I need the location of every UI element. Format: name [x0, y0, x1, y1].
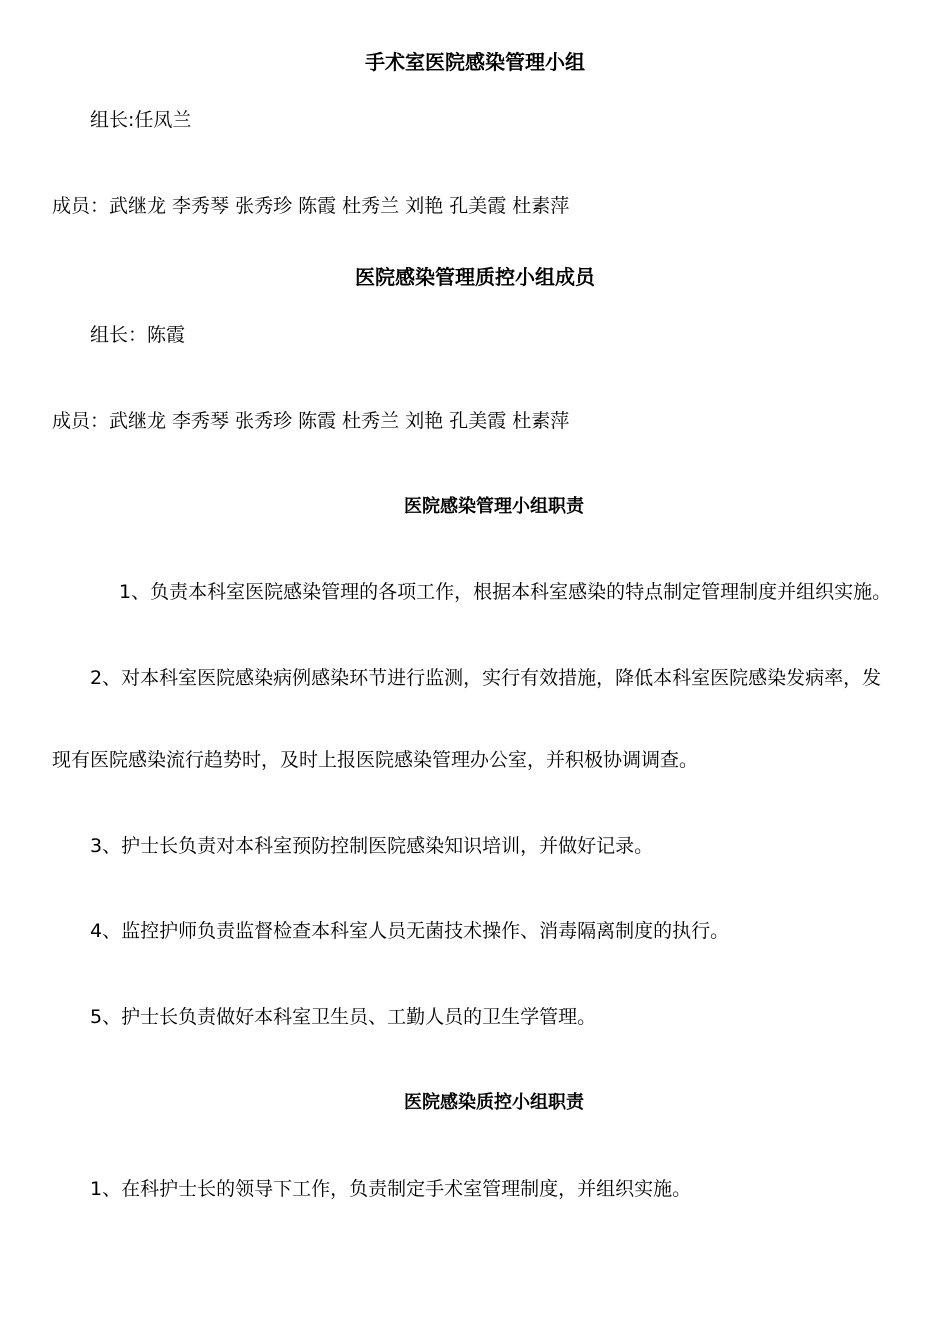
duty-item: 5、护士长负责做好本科室卫生员、工勤人员的卫生学管理。 — [90, 1006, 597, 1028]
section-title-qc-group: 医院感染管理质控小组成员 — [355, 265, 595, 289]
group-members: 成员：武继龙 李秀琴 张秀珍 陈霞 杜秀兰 刘艳 孔美霞 杜素萍 — [52, 195, 570, 217]
section-title-or-infection-group: 手术室医院感染管理小组 — [365, 50, 585, 74]
section-title-group-duties: 医院感染管理小组职责 — [404, 496, 584, 517]
qc-group-leader: 组长：陈霞 — [90, 324, 186, 346]
qc-group-members: 成员：武继龙 李秀琴 张秀珍 陈霞 杜秀兰 刘艳 孔美霞 杜素萍 — [52, 410, 570, 432]
duty-item: 4、监控护师负责监督检查本科室人员无菌技术操作、消毒隔离制度的执行。 — [90, 920, 730, 942]
duty-item: 2、对本科室医院感染病例感染环节进行监测，实行有效措施，降低本科室医院感染发病率，发 — [90, 667, 882, 689]
duty-item: 1、负责本科室医院感染管理的各项工作，根据本科室感染的特点制定管理制度并组织实施。 — [119, 581, 892, 603]
qc-duty-item: 1、在科护士长的领导下工作，负责制定手术室管理制度，并组织实施。 — [90, 1178, 692, 1200]
section-title-qc-duties: 医院感染质控小组职责 — [404, 1092, 584, 1113]
duty-item-continuation: 现有医院感染流行趋势时，及时上报医院感染管理办公室，并积极协调调查。 — [52, 749, 699, 771]
group-leader: 组长:任凤兰 — [90, 109, 192, 131]
duty-item: 3、护士长负责对本科室预防控制医院感染知识培训，并做好记录。 — [90, 835, 654, 857]
